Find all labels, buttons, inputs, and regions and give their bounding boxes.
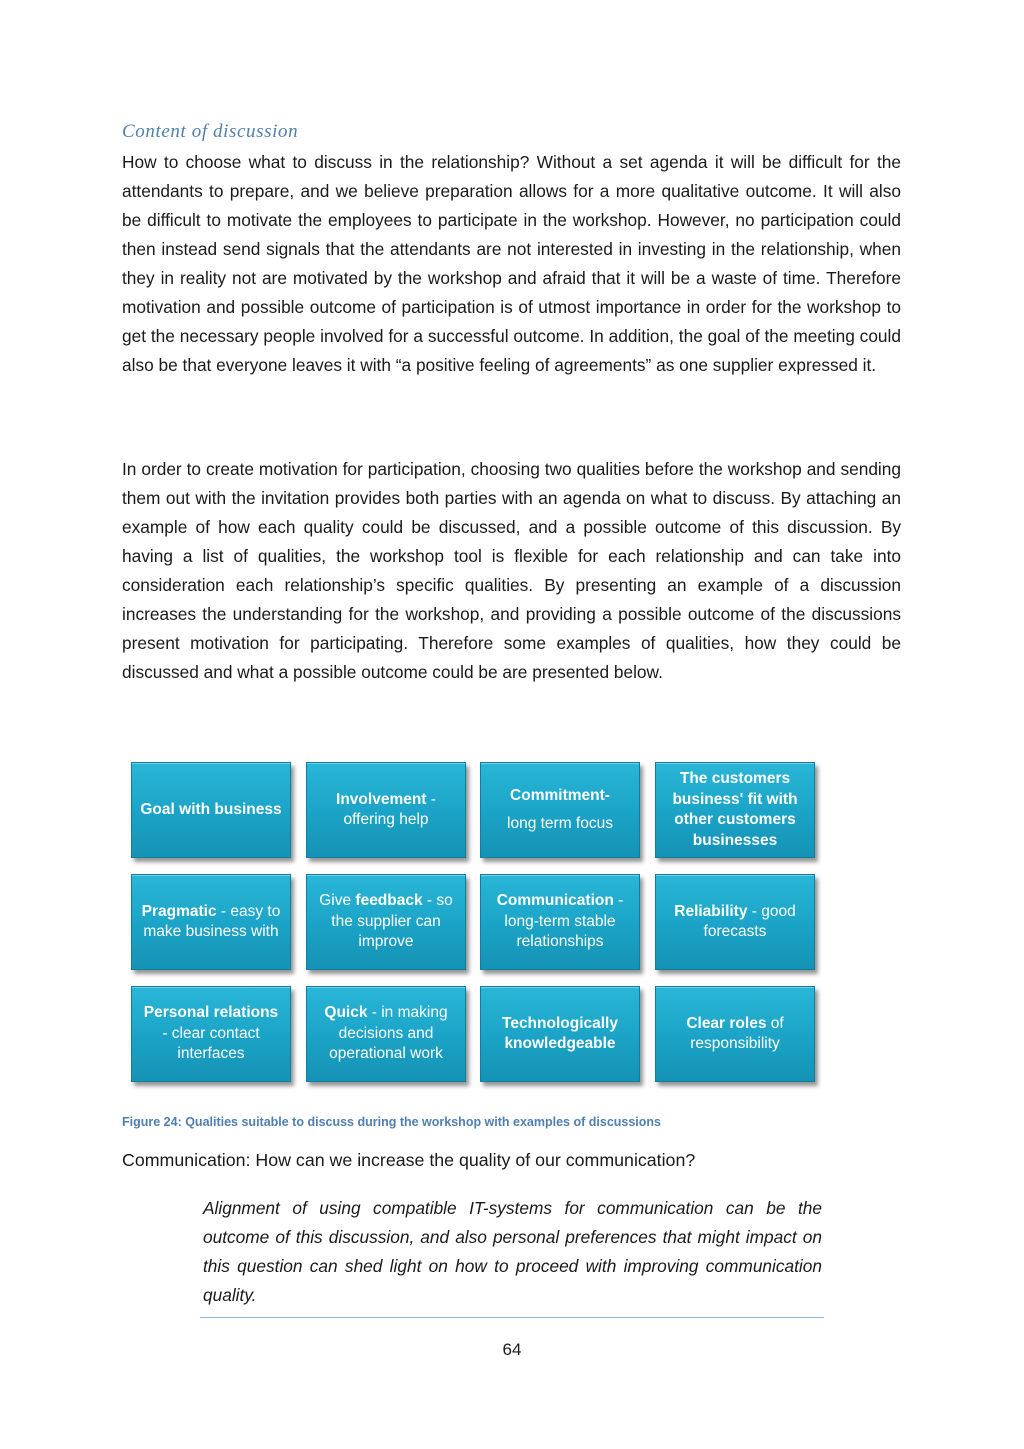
quality-description: - so the supplier can improve [331, 892, 453, 951]
quality-box-quick [306, 986, 466, 1082]
discussion-question: Communication: How can we increase the quality of our communication? [122, 1150, 696, 1170]
quality-box-reliability [655, 874, 815, 970]
quality-description: of responsibility [690, 1014, 784, 1052]
quote-divider [200, 1317, 824, 1318]
quality-title: Commitment- [510, 786, 610, 804]
quality-title: feedback [355, 892, 423, 910]
quality-description: - easy to make business with [143, 902, 281, 940]
quality-title: Reliability [674, 902, 748, 920]
page-number: 64 [502, 1340, 522, 1359]
quality-box-communication [480, 874, 640, 970]
quality-title: Clear roles [686, 1014, 767, 1032]
body-paragraph-1: How to choose what to discuss in the relationship? Without a set agenda it will be difficult for the attendants to prepare, and we believe preparation allows for a more qualitative outcome. It will also be difficult to motivate the employees to participate in the workshop. However, no participation could then instead send signals that the attendants are not interested in investing in the relationship, when they in reality not are motivated by the workshop and afraid that it will be a waste of time. Therefore motivation and possible outcome of participation is of utmost importance in order for the workshop to get the necessary people involved for a successful outcome. In addition, the goal of the meeting could also be that everyone leaves it with “a positive feeling of agreements” as one supplier expressed it. [122, 152, 901, 375]
quality-description: - long-term stable relationships [504, 892, 624, 951]
quality-box-pragmatic [131, 874, 291, 970]
quality-title: Pragmatic [141, 902, 217, 920]
quality-box-involvement [306, 762, 466, 858]
section-heading: Content of discussion [122, 121, 299, 142]
discussion-outcome-quote: Alignment of using compatible IT-systems for communication can be the outcome of this discussion, and also personal preferences that might impact on this question can shed light on how to proceed with improving communication quality. [203, 1198, 822, 1305]
quality-description: - clear contact interfaces [162, 1024, 260, 1063]
quality-description: long term focus [507, 815, 613, 832]
quality-description: - in making decisions and operational work [329, 1004, 448, 1063]
quality-description: - offering help [343, 790, 436, 828]
quality-box-personal-relations [131, 986, 291, 1082]
quality-box-feedback [306, 874, 466, 970]
quality-title: Technologically knowledgeable [502, 1014, 618, 1052]
figure-caption: Figure 24: Qualities suitable to discuss during the workshop with examples of discussions [122, 1115, 662, 1129]
quality-box-commitment [480, 762, 640, 858]
quality-description: - good forecasts [703, 902, 796, 940]
body-paragraph-2: In order to create motivation for participation, choosing two qualities before the workshop and sending them out with the invitation provides both parties with an agenda on what to discuss. By attaching an example of how each quality could be discussed, and a possible outcome of this discussion. By having a list of qualities, the workshop tool is flexible for each relationship and can take into consideration each relationship’s specific qualities. By presenting an example of a discussion increases the understanding for the workshop, and providing a possible outcome of the discussions present motivation for participating. Therefore some examples of qualities, how they could be discussed and what a possible outcome could be are presented below. [122, 459, 901, 682]
quality-title: Personal relations [143, 1004, 279, 1022]
quality-box-customers-business-fit [655, 762, 815, 858]
quality-title: The customers business' fit with other customers businesses [672, 770, 798, 849]
quality-prefix: Give [319, 892, 356, 910]
qualities-figure [131, 762, 815, 1082]
quality-box-goal-with-business [131, 762, 291, 858]
quality-title: Quick [324, 1004, 368, 1022]
quality-title: Communication [496, 892, 614, 910]
quality-box-technologically-knowledgeable [480, 986, 640, 1082]
quality-box-clear-roles [655, 986, 815, 1082]
quality-title: Involvement [336, 790, 427, 808]
quality-title: Goal with business [140, 800, 282, 818]
